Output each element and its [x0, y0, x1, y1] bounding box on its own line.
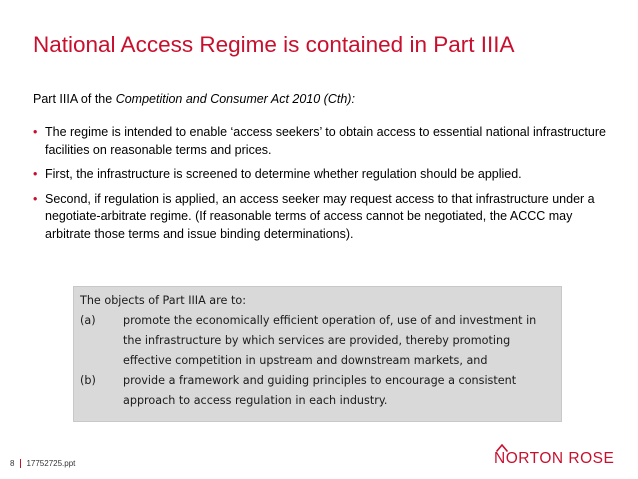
- objects-item-text: provide a framework and guiding principles to encourage a consistent approach to access regulation in each industry.: [123, 374, 517, 407]
- intro-line: [33, 92, 355, 106]
- bullet-item: [33, 166, 608, 184]
- slide-footer: [10, 459, 75, 468]
- intro-prefix: Part IIIA of the: [33, 92, 116, 106]
- bullet-icon: •: [33, 167, 38, 181]
- page-number: 8: [10, 459, 15, 468]
- bullet-text: First, the infrastructure is screened to determine whether regulation should be applied.: [45, 167, 522, 181]
- logo-text: NORTON ROSE: [494, 450, 615, 467]
- bullet-item: [33, 191, 608, 244]
- file-name: 17752725.ppt: [26, 459, 76, 468]
- bullet-list: [33, 124, 608, 250]
- objects-item: [80, 371, 555, 411]
- norton-rose-logo: [494, 444, 622, 470]
- slide-title: National Access Regime is contained in Part IIIA: [33, 32, 515, 57]
- bullet-icon: •: [33, 125, 38, 139]
- bullet-text: Second, if regulation is applied, an access seeker may request access to that infrastructure under a negotiate-arbitrate regime. (If reasonable terms of access cannot be negotiated, the ACCC may arbitrate those terms and issue binding determinations).: [45, 191, 595, 241]
- objects-item-text: promote the economically efficient operation of, use of and investment in the infrastructure by which services are provided, thereby promoting effective competition in upstream and downstream markets, and: [123, 314, 537, 367]
- objects-quote-box: [73, 286, 562, 422]
- objects-heading: The objects of Part IIIA are to:: [80, 294, 246, 307]
- bullet-text: The regime is intended to enable ‘access seekers’ to obtain access to essential national infrastructure facilities on reasonable terms and prices.: [45, 125, 606, 157]
- objects-item-label: (b): [80, 374, 96, 387]
- bullet-icon: •: [33, 191, 38, 206]
- objects-item-label: (a): [80, 314, 96, 327]
- objects-item: [80, 311, 555, 371]
- footer-divider: [20, 459, 21, 468]
- bullet-item: [33, 124, 608, 159]
- act-name: Competition and Consumer Act 2010 (Cth):: [115, 92, 355, 106]
